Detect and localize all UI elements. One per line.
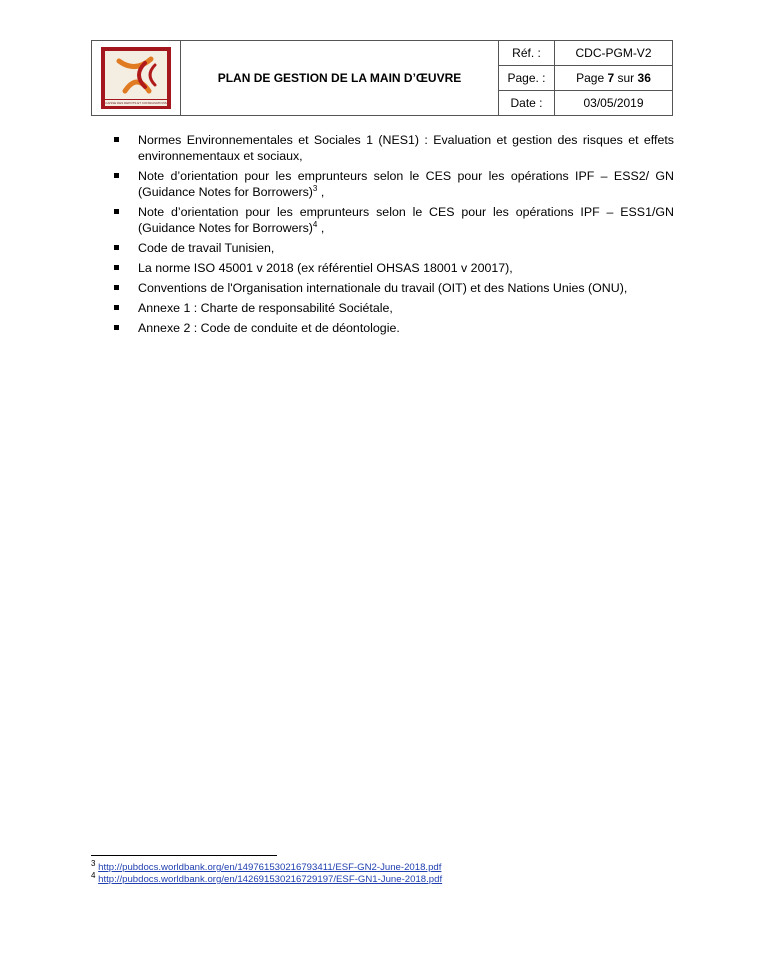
- list-item: Note d’orientation pour les emprunteurs selon le CES pour les opérations IPF – ESS2/ GN (Guidance Notes for Borrowers)$^3$ ,: [112, 168, 674, 200]
- square-bullet-icon: [114, 137, 119, 142]
- square-bullet-icon: [114, 173, 119, 178]
- list-item: Note d’orientation pour les emprunteurs selon le CES pour les opérations IPF – ESS1/GN (Guidance Notes for Borrowers)$^4$ ,: [112, 204, 674, 236]
- square-bullet-icon: [114, 305, 119, 310]
- logo-cell: [92, 41, 181, 116]
- page-current: 7: [607, 71, 615, 85]
- footnote-link[interactable]: http://pubdocs.worldbank.org/en/149761530216793411/ESF-GN2-June-2018.pdf: [98, 862, 442, 873]
- list-item: Conventions de l'Organisation internationale du travail (OIT) et des Nations Unies (ONU),: [112, 280, 674, 296]
- list-item: Normes Environnementales et Sociales 1 (NES1) : Evaluation et gestion des risques et effets environnementaux et sociaux,: [112, 132, 674, 164]
- logo-emblem-icon: [105, 51, 167, 99]
- document-title: PLAN DE GESTION DE LA MAIN D’ŒUVRE: [181, 41, 499, 116]
- ref-label: Réf. :: [499, 41, 555, 66]
- list-item: Annexe 2 : Code de conduite et de déontologie.: [112, 320, 674, 336]
- cdc-logo: [101, 47, 171, 109]
- footnote-number: 3: [91, 858, 96, 868]
- footnote-separator: [91, 855, 277, 856]
- page-value: Page 7 sur 36: [555, 66, 673, 91]
- reference-list: [112, 132, 674, 336]
- document-body: [112, 132, 674, 340]
- list-item: Annexe 1 : Charte de responsabilité Sociétale,: [112, 300, 674, 316]
- date-value: 03/05/2019: [555, 91, 673, 116]
- list-item: Code de travail Tunisien,: [112, 240, 674, 256]
- footnote-number: 4: [91, 870, 96, 880]
- list-item: La norme ISO 45001 v 2018 (ex référentiel OHSAS 18001 v 20017),: [112, 260, 674, 276]
- square-bullet-icon: [114, 265, 119, 270]
- square-bullet-icon: [114, 325, 119, 330]
- document-header: [91, 40, 673, 116]
- square-bullet-icon: [114, 245, 119, 250]
- date-label: Date :: [499, 91, 555, 116]
- footnote: [91, 870, 443, 886]
- square-bullet-icon: [114, 209, 119, 214]
- footnote-ref[interactable]: 4: [312, 219, 318, 229]
- square-bullet-icon: [114, 285, 119, 290]
- footnotes: [91, 858, 443, 886]
- logo-caption: CAISSE DES DEPOTS ET CONSIGNATIONS: [105, 101, 167, 105]
- footnote: [91, 858, 442, 874]
- page-label: Page. :: [499, 66, 555, 91]
- footnote-link[interactable]: http://pubdocs.worldbank.org/en/142691530216729197/ESF-GN1-June-2018.pdf: [98, 874, 443, 885]
- page-total: 36: [637, 71, 651, 85]
- footnote-ref[interactable]: 3: [312, 183, 318, 193]
- ref-value: CDC-PGM-V2: [555, 41, 673, 66]
